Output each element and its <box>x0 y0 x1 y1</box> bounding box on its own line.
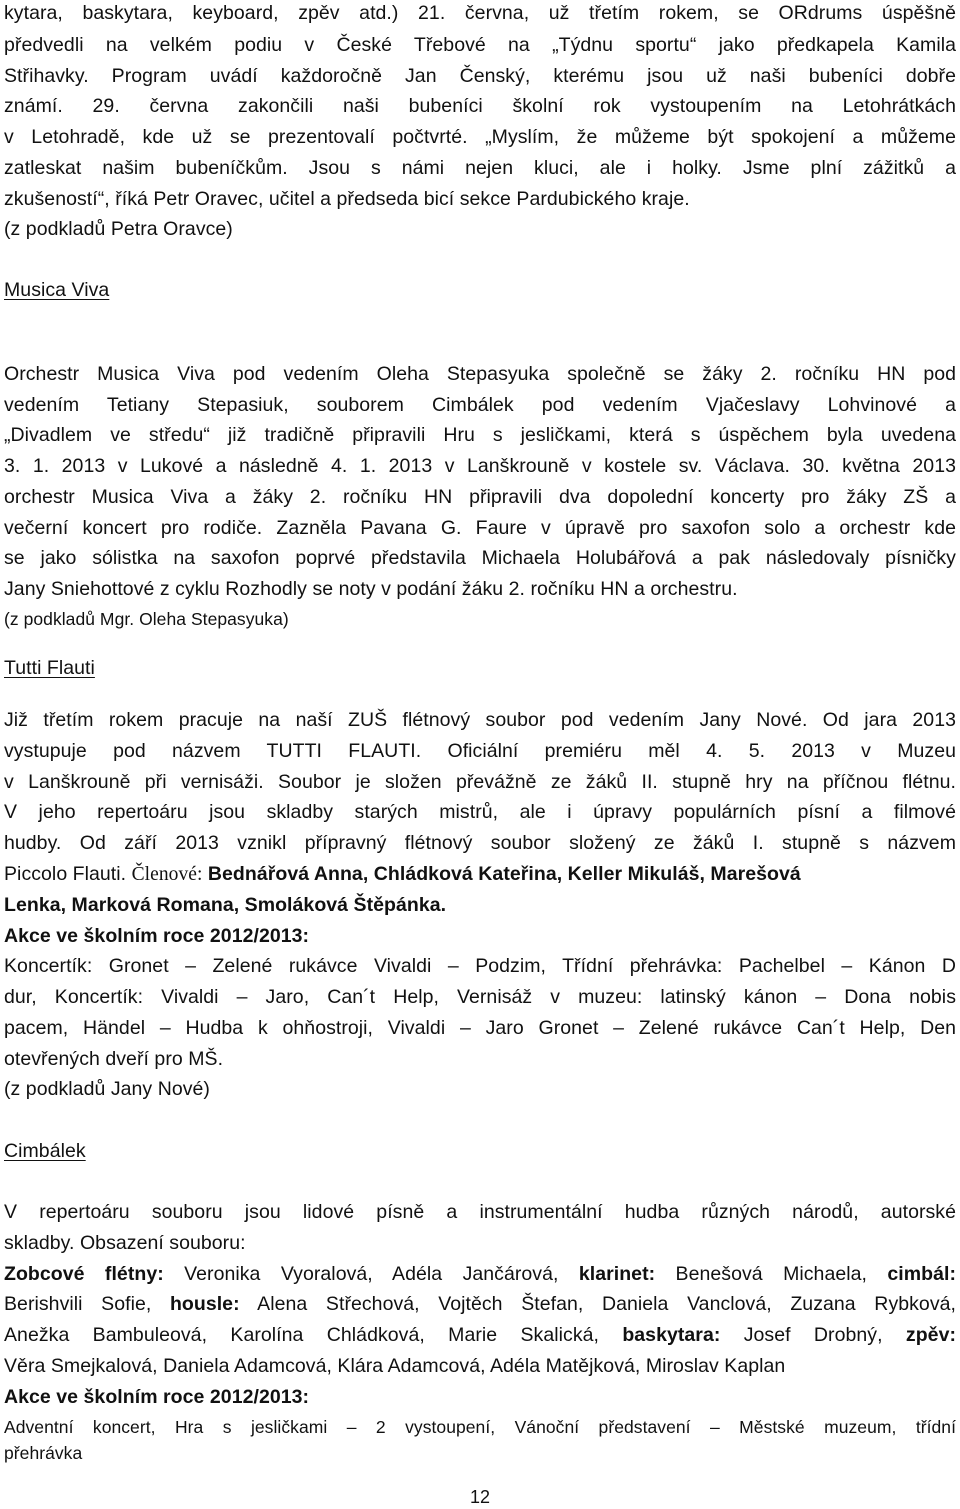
instrument-label: baskytara: <box>622 1324 721 1346</box>
paragraph-line: předvedli na velkém podiu v České Třebové na „Týdnu sportu“ jako předkapela Kamila <box>4 34 956 56</box>
section-heading-tutti-flauti: Tutti Flauti <box>4 657 95 679</box>
instrument-label: cimbál: <box>887 1263 956 1285</box>
paragraph-line: v Lanškrouně při vernisáži. Soubor je složen převážně ze žáků II. stupně hry na příčnou flétnu. <box>4 771 956 793</box>
text-span: Piccolo Flauti. <box>4 863 127 885</box>
paragraph-line: Orchestr Musica Viva pod vedením Oleha Stepasyuka společně se žáky 2. ročníku HN pod <box>4 363 956 385</box>
paragraph-line: V jeho repertoáru jsou skladby starých mistrů, ale i úpravy populárních písní a filmové <box>4 801 956 823</box>
section-heading-musica-viva: Musica Viva <box>4 279 110 301</box>
paragraph-line: pacem, Händel – Hudba k ohňostroji, Vivaldi – Jaro Gronet – Zelené rukávce Can´t Help, Den <box>4 1017 956 1039</box>
instrument-label: housle: <box>169 1293 240 1315</box>
ensemble-line <box>4 1291 956 1317</box>
subheading-events: Akce ve školním roce 2012/2013: <box>4 925 310 947</box>
paragraph-line: skladby. Obsazení souboru: <box>4 1232 246 1254</box>
subheading-events: Akce ve školním roce 2012/2013: <box>4 1386 310 1408</box>
paragraph-line: v Letohradě, kde už se prezentovalí počtvrté. „Myslím, že můžeme být spokojení a můžeme <box>4 126 956 148</box>
section-heading-cimbalek: Cimbálek <box>4 1140 86 1162</box>
paragraph-line: Již třetím rokem pracuje na naší ZUŠ flétnový soubor pod vedením Jany Nové. Od jara 2013 <box>4 709 956 731</box>
paragraph-line: Koncertík: Gronet – Zelené rukávce Vivaldi – Podzim, Třídní přehrávka: Pachelbel – Kánon D <box>4 955 956 977</box>
paragraph-line: večerní koncert pro rodiče. Zazněla Pavana G. Faure v úpravě pro saxofon solo a orchestr kde <box>4 517 956 539</box>
ensemble-line <box>4 1261 956 1287</box>
instrument-label: Zobcové flétny: <box>4 1263 164 1285</box>
paragraph-line: známí. 29. června zakončili naši bubeníci školní rok vystoupením na Letohrátkách <box>4 95 956 117</box>
text-span: Alena Střechová, Vojtěch Štefan, Daniela Vanclová, Zuzana Rybková, <box>239 1293 956 1315</box>
text-span: Josef Drobný, <box>720 1324 906 1346</box>
members-line <box>4 861 956 888</box>
paragraph-line: otevřených dveří pro MŠ. <box>4 1048 224 1070</box>
paragraph-line: se jako sólistka na saxofon poprvé představila Michaela Holubářová a pak následovaly písničky <box>4 547 956 569</box>
paragraph-line: zatleskat našim bubeníčkům. Jsou s námi nejen kluci, ale i holky. Jsme plní zážitků a <box>4 157 956 179</box>
text-span: Anežka Bambuleová, Karolína Chládková, Marie Skalická, <box>4 1324 623 1346</box>
text-span: Benešová Michaela, <box>655 1263 888 1285</box>
paragraph-line: vystupuje pod názvem TUTTI FLAUTI. Oficiální premiéru měl 4. 5. 2013 v Muzeu <box>4 740 956 762</box>
source-note: (z podkladů Jany Nové) <box>4 1078 210 1100</box>
instrument-label: klarinet: <box>578 1263 656 1285</box>
text-span: Berishvili Sofie, <box>4 1293 170 1315</box>
paragraph-line: Adventní koncert, Hra s jesličkami – 2 vystoupení, Vánoční představení – Městské muzeum, třídní <box>4 1417 956 1437</box>
paragraph-line: dur, Koncertík: Vivaldi – Jaro, Can´t Help, Vernisáž v muzeu: latinský kánon – Dona nobis <box>4 986 956 1008</box>
paragraph-line: Jany Sniehottové z cyklu Rozhodly se noty v podání žáku 2. ročníku HN a orchestru. <box>4 578 738 600</box>
members-line: Lenka, Marková Romana, Smoláková Štěpánka. <box>4 894 447 916</box>
paragraph-line: přehrávka <box>4 1443 83 1463</box>
source-note: (z podkladů Mgr. Oleha Stepasyuka) <box>4 609 289 629</box>
paragraph-line: „Divadlem ve středu“ již tradičně připravili Hru s jesličkami, která s úspěchem byla uvedena <box>4 424 956 446</box>
text-span: Veronika Vyoralová, Adéla Jančárová, <box>163 1263 579 1285</box>
paragraph-line: V repertoáru souboru jsou lidové písně a instrumentální hudba různých národů, autorské <box>4 1201 956 1223</box>
source-note: (z podkladů Petra Oravce) <box>4 218 233 240</box>
instrument-label: zpěv: <box>905 1324 957 1346</box>
paragraph-line: zkušeností“, říká Petr Oravec, učitel a předseda bicí sekce Pardubického kraje. <box>4 188 690 210</box>
paragraph-line: 3. 1. 2013 v Lukové a následně 4. 1. 2013 v Lanškrouně v kostele sv. Václava. 30. května 2013 <box>4 455 956 477</box>
members-names: Bednářová Anna, Chládková Kateřina, Keller Mikuláš, Marešová <box>207 863 801 885</box>
paragraph-line: hudby. Od září 2013 vznikl přípravný flétnový soubor složený ze žáků I. stupně s názvem <box>4 832 956 854</box>
page-number: 12 <box>469 1487 491 1507</box>
paragraph-line: vedením Tetiany Stepasiuk, souborem Cimbálek pod vedením Vjačeslavy Lohvinové a <box>4 394 956 416</box>
paragraph-line: kytara, baskytara, keyboard, zpěv atd.) 21. června, už třetím rokem, se ORdrums úspěšně <box>4 2 956 24</box>
ensemble-line <box>4 1322 956 1348</box>
members-label: Členové: <box>131 864 203 885</box>
ensemble-line: Věra Smejkalová, Daniela Adamcová, Klára Adamcová, Adéla Matějková, Miroslav Kaplan <box>4 1355 786 1377</box>
paragraph-line: orchestr Musica Viva a žáky 2. ročníku HN připravili dva dopolední koncerty pro žáky ZŠ a <box>4 486 956 508</box>
paragraph-line: Střihavky. Program uvádí každoročně Jan Čenský, kterému jsou už naši bubeníci dobře <box>4 65 956 87</box>
